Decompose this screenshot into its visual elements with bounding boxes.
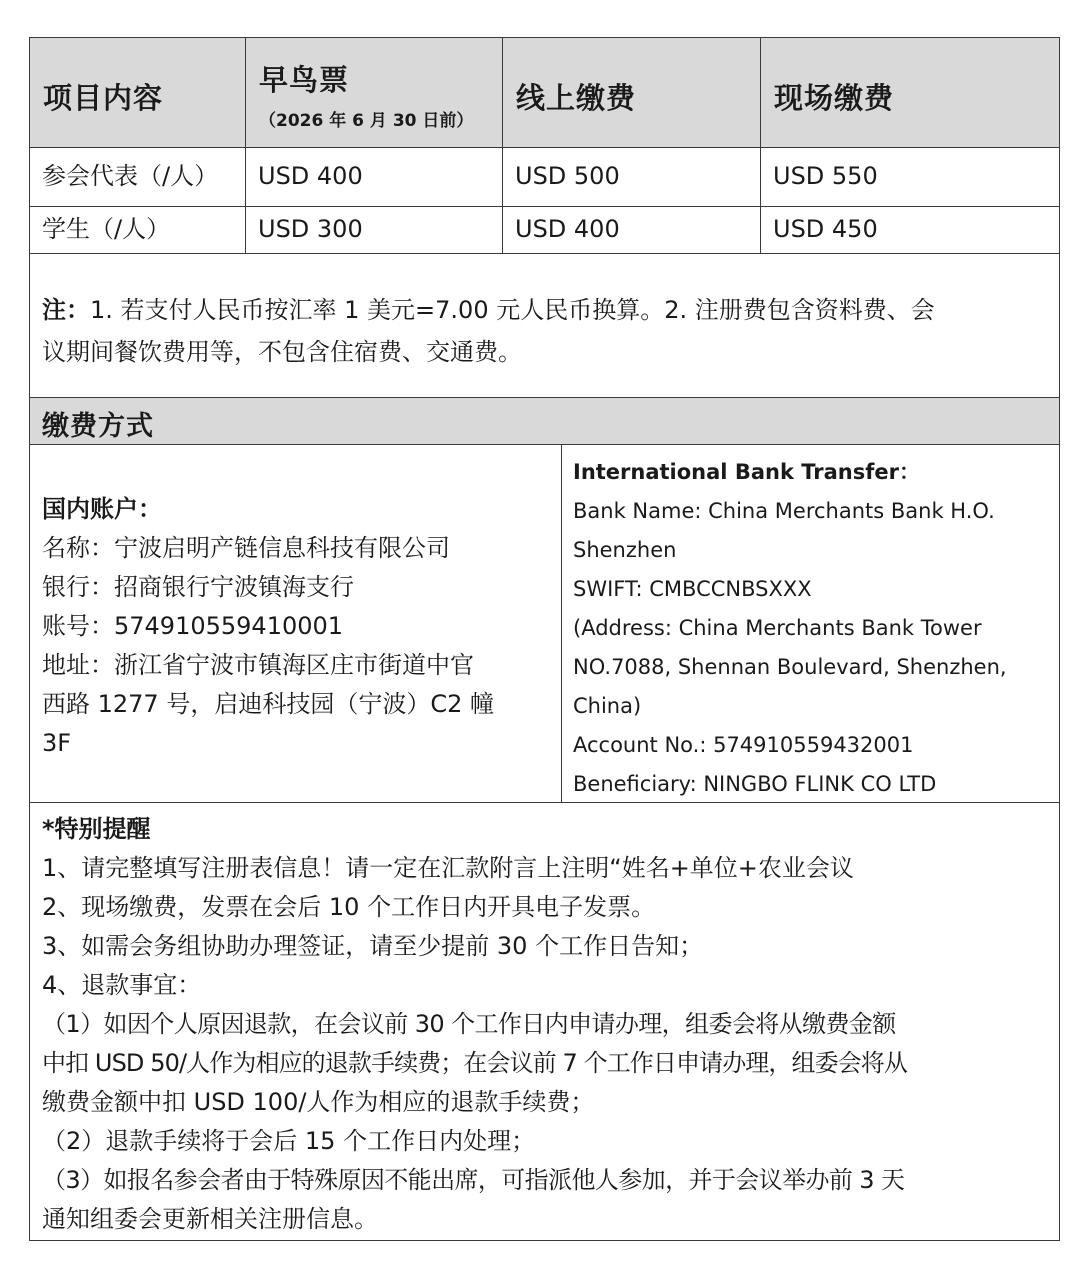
reminder-item: 2、现场缴费，发票在会后 10 个工作日内开具电子发票。 [42, 893, 656, 921]
price-cell-early [246, 148, 503, 206]
reminder-item: 3、如需会务组协助办理签证，请至少提前 30 个工作日告知； [42, 932, 704, 960]
intl-account-number: Account No.: 574910559432001 [573, 733, 914, 757]
table-row [30, 207, 1059, 254]
international-account [562, 445, 1059, 802]
reminder-section [30, 803, 1059, 1240]
intl-bank-name: Shenzhen [573, 538, 677, 562]
domestic-account-number: 账号：574910559410001 [42, 612, 344, 640]
domestic-address: 3F [42, 729, 72, 757]
table-row [30, 148, 1059, 207]
price-onsite: USD 550 [773, 162, 878, 190]
header-item: 项目内容 [43, 81, 164, 115]
table-header-row [30, 38, 1059, 148]
refund-item: （3）如报名参会者由于特殊原因不能出席，可指派他人参加，并于会议举办前 3 天 [42, 1166, 905, 1194]
row-label: 参会代表（/人） [42, 162, 219, 190]
note-section [30, 254, 1059, 398]
header-onsite: 现场缴费 [774, 81, 895, 115]
refund-item: （1）如因个人原因退款，在会议前 30 个工作日内申请办理，组委会将从缴费金额 [42, 1010, 896, 1038]
header-cell-online [503, 38, 761, 147]
header-cell-item [30, 38, 246, 147]
intl-swift: SWIFT: CMBCCNBSXXX [573, 577, 812, 601]
row-label-cell [30, 148, 246, 206]
reminder-item: 1、请完整填写注册表信息！请一定在汇款附言上注明“姓名+单位+农业会议 [42, 854, 854, 882]
refund-item: 通知组委会更新相关注册信息。 [42, 1205, 378, 1233]
reminder-item: 4、退款事宜： [42, 971, 202, 999]
reminder-title: *特别提醒 [42, 815, 151, 843]
price-cell-onsite [761, 207, 1059, 253]
price-early: USD 400 [258, 162, 363, 190]
intl-address: NO.7088, Shennan Boulevard, Shenzhen, [573, 655, 1007, 679]
note-prefix: 注： [42, 296, 90, 324]
header-early-bird-note: （2026 年 6 月 30 日前） [259, 111, 474, 131]
header-cell-onsite [761, 38, 1059, 147]
price-online: USD 500 [515, 162, 620, 190]
price-cell-onsite [761, 148, 1059, 206]
refund-item: 缴费金额中扣 USD 100/人作为相应的退款手续费； [42, 1088, 595, 1116]
price-cell-online [503, 148, 761, 206]
price-onsite: USD 450 [773, 215, 878, 243]
price-cell-online [503, 207, 761, 253]
payment-title: 缴费方式 [42, 411, 154, 442]
domestic-address: 地址：浙江省宁波市镇海区庄市街道中官 [42, 651, 474, 679]
intl-address: China) [573, 694, 642, 718]
row-label-cell [30, 207, 246, 253]
price-early: USD 300 [258, 215, 363, 243]
intl-beneficiary: Beneficiary: NINGBO FLINK CO LTD [573, 772, 937, 796]
note-line-2: 议期间餐饮费用等，不包含住宿费、交通费。 [42, 338, 522, 366]
header-cell-early-bird [246, 38, 503, 147]
international-heading: International Bank Transfer： [573, 460, 920, 484]
price-online: USD 400 [515, 215, 620, 243]
refund-item: （2）退款手续将于会后 15 个工作日内处理； [42, 1127, 536, 1155]
intl-bank-name: Bank Name: China Merchants Bank H.O. [573, 499, 995, 523]
domestic-heading: 国内账户： [42, 495, 162, 523]
header-online: 线上缴费 [516, 81, 637, 115]
header-early-bird: 早鸟票 [259, 63, 350, 97]
domestic-bank: 银行：招商银行宁波镇海支行 [42, 573, 354, 601]
refund-item: 中扣 USD 50/人作为相应的退款手续费；在会议前 7 个工作日申请办理，组委会将从 [42, 1049, 907, 1077]
payment-title-row [30, 398, 1059, 445]
note-line-1 [42, 289, 935, 331]
fee-document [29, 37, 1060, 1241]
intl-address: (Address: China Merchants Bank Tower [573, 616, 982, 640]
note-text-1: 1. 若支付人民币按汇率 1 美元=7.00 元人民币换算。2. 注册费包含资料费、会 [90, 296, 935, 324]
accounts-row [30, 445, 1059, 803]
domestic-name: 名称：宁波启明产链信息科技有限公司 [42, 534, 450, 562]
domestic-address: 西路 1277 号，启迪科技园（宁波）C2 幢 [42, 690, 494, 718]
price-cell-early [246, 207, 503, 253]
domestic-account [30, 445, 562, 802]
row-label: 学生（/人） [42, 215, 171, 243]
